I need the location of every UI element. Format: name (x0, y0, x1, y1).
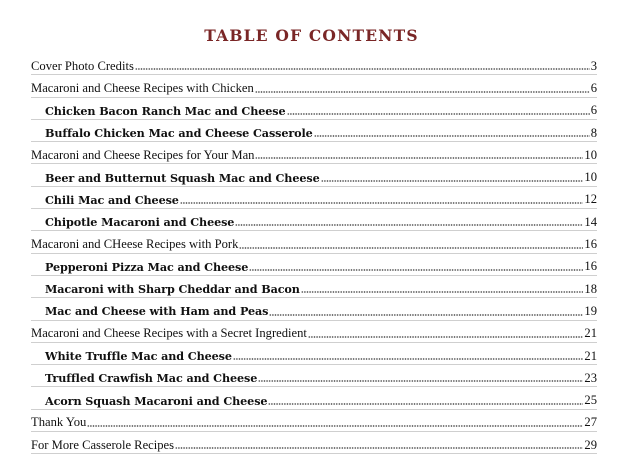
toc-entry-text: Truffled Crawfish Mac and Cheese (45, 371, 258, 386)
toc-page-number: 21 (584, 348, 597, 363)
toc-page-number: 10 (584, 170, 597, 185)
toc-entry-text: Cover Photo Credits (31, 58, 134, 73)
toc-page-number: 23 (584, 370, 597, 385)
toc-entry-text: Chicken Bacon Ranch Mac and Cheese (45, 103, 286, 118)
toc-entry-text: Beer and Butternut Squash Mac and Cheese (45, 170, 320, 185)
toc-entry[interactable] (31, 53, 597, 75)
toc-entry-text: Acorn Squash Macaroni and Cheese (45, 393, 268, 408)
toc-entry-text: Macaroni and Cheese Recipes with Chicken (31, 81, 254, 95)
dot-leader (249, 269, 583, 271)
toc-list (31, 53, 597, 454)
toc-page-number: 16 (584, 259, 597, 274)
dot-leader (287, 113, 590, 115)
toc-entry-text: Chipotle Macaroni and Cheese (45, 215, 235, 230)
toc-title: TABLE OF CONTENTS (204, 26, 419, 45)
dot-leader (255, 157, 583, 159)
dot-leader (268, 403, 583, 405)
dot-leader (314, 135, 590, 137)
toc-entry-text: Macaroni and Cheese Recipes with a Secret Ingredient (31, 326, 307, 341)
dot-leader (308, 336, 583, 338)
toc-page-number: 14 (584, 214, 597, 229)
toc-subentry[interactable] (31, 298, 597, 320)
dot-leader (269, 314, 583, 316)
dot-leader (301, 291, 584, 293)
toc-subentry[interactable] (31, 187, 597, 209)
toc-entry[interactable] (31, 231, 597, 253)
toc-page-number: 3 (590, 58, 597, 73)
toc-entry-text: Macaroni and CHeese Recipes with Pork (31, 237, 239, 252)
dot-leader (233, 358, 584, 360)
toc-page-number: 29 (584, 437, 597, 452)
dot-leader (258, 380, 583, 382)
dot-leader (321, 180, 584, 182)
toc-subentry[interactable] (31, 276, 597, 298)
toc-entry-text: White Truffle Mac and Cheese (45, 348, 232, 363)
toc-subentry[interactable] (31, 343, 597, 365)
toc-entry[interactable] (31, 432, 597, 454)
toc-page-number: 21 (584, 326, 597, 341)
toc-entry[interactable] (31, 321, 597, 343)
toc-page-number: 19 (584, 303, 597, 318)
dot-leader (255, 91, 590, 93)
toc-page-number: 27 (584, 415, 597, 430)
toc-entry[interactable] (31, 142, 597, 164)
toc-entry-text: Mac and Cheese with Ham and Peas (45, 304, 269, 319)
toc-entry-text: Macaroni and Cheese Recipes for Your Man (31, 147, 255, 162)
toc-entry[interactable] (31, 410, 597, 432)
dot-leader (87, 425, 583, 427)
dot-leader (239, 247, 583, 249)
toc-subentry[interactable] (31, 254, 597, 276)
toc-entry-text: For More Casserole Recipes (31, 437, 175, 452)
toc-page-number: 18 (584, 281, 597, 296)
toc-entry-text: Chili Mac and Cheese (45, 192, 179, 207)
dot-leader (235, 224, 583, 226)
toc-subentry[interactable] (31, 209, 597, 231)
toc-page-number: 10 (584, 147, 597, 162)
toc-page-number: 6 (590, 103, 597, 118)
dot-leader (180, 202, 584, 204)
toc-subentry[interactable] (31, 365, 597, 387)
toc-entry-text: Buffalo Chicken Mac and Cheese Casserole (45, 125, 313, 140)
toc-page-number: 16 (584, 237, 597, 252)
toc-page-number: 25 (584, 393, 597, 408)
toc-subentry[interactable] (31, 164, 597, 186)
toc-entry-text: Thank You (31, 415, 87, 430)
toc-page-number: 8 (590, 125, 597, 140)
dot-leader (175, 447, 583, 449)
toc-entry-text: Macaroni with Sharp Cheddar and Bacon (45, 282, 300, 297)
toc-subentry[interactable] (31, 98, 597, 120)
toc-entry-text: Pepperoni Pizza Mac and Cheese (45, 259, 249, 274)
toc-entry[interactable] (31, 75, 597, 97)
toc-subentry[interactable] (31, 120, 597, 142)
toc-subentry[interactable] (31, 387, 597, 409)
toc-page-number: 6 (590, 81, 597, 95)
toc-page-number: 12 (584, 192, 597, 207)
dot-leader (135, 68, 590, 70)
